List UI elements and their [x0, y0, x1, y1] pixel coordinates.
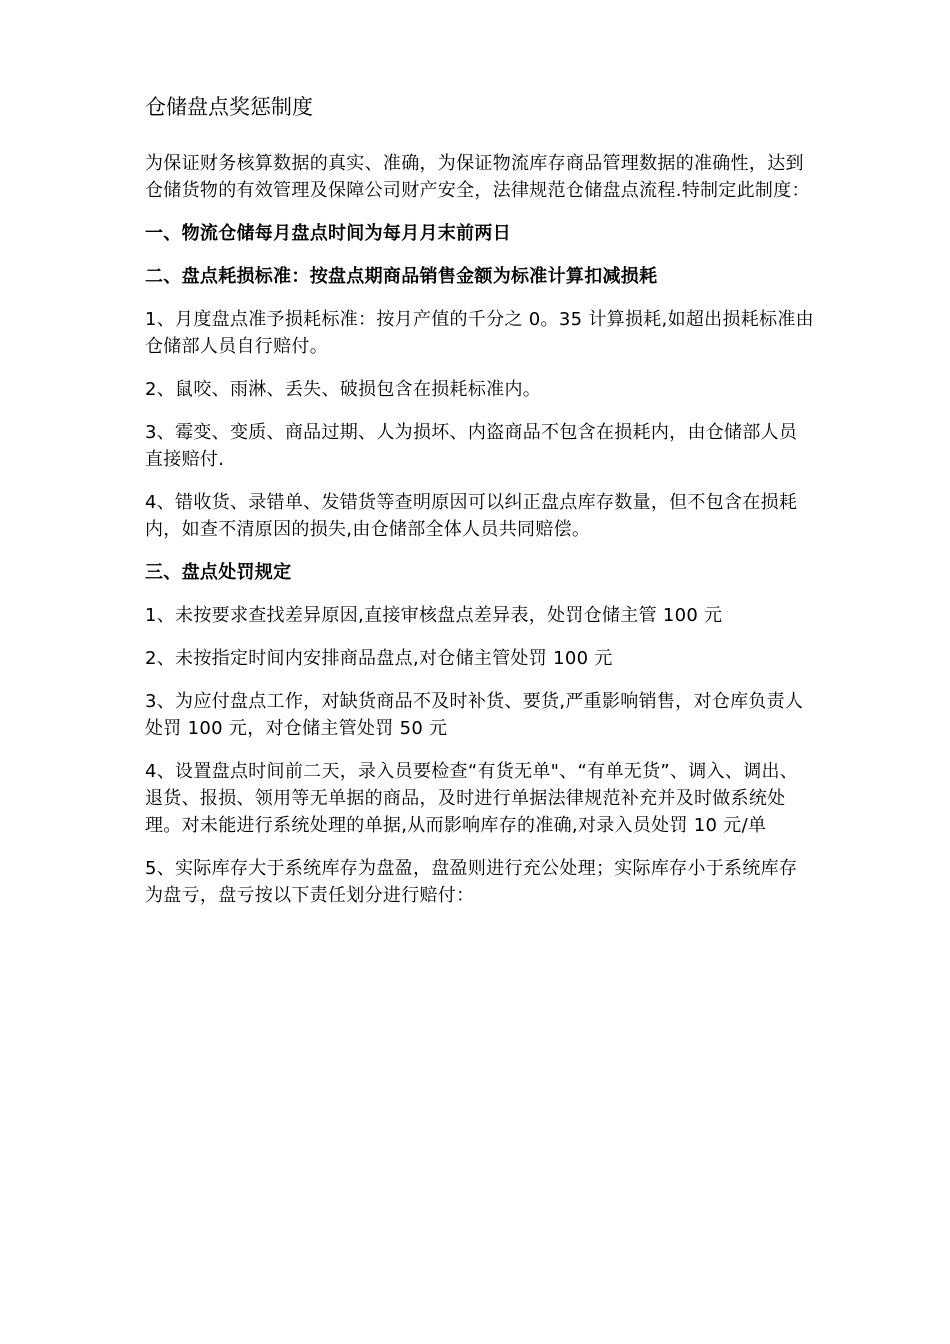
document-title: 仓储盘点奖惩制度 — [145, 95, 313, 119]
section-3-item-2: 2、未按指定时间内安排商品盘点,对仓储主管处罚 100 元 — [145, 648, 613, 669]
section-3-item-1: 1、未按要求查找差异原因,直接审核盘点差异表，处罚仓储主管 100 元 — [145, 605, 723, 626]
section-2-item-1: 1、月度盘点准予损耗标准：按月产值的千分之 0。35 计算损耗,如超出损耗标准由仓储部人员自行赔付。 — [145, 309, 814, 357]
section-3-item-4: 4、设置盘点时间前二天，录入员要检查“有货无单"、“有单无货”、调入、调出、退货、报损、领用等无单据的商品，及时进行单据法律规范补充并及时做系统处理。对未能进行系统处理的单据,从而影响库存的准确,对录入员处罚 10 元/单 — [145, 761, 799, 836]
intro-paragraph: 为保证财务核算数据的真实、准确，为保证物流库存商品管理数据的准确性，达到仓储货物的有效管理及保障公司财产安全，法律规范仓储盘点流程.特制定此制度： — [145, 153, 810, 201]
section-2-item-3: 3、霉变、变质、商品过期、人为损坏、内盗商品不包含在损耗内，由仓储部人员直接赔付. — [145, 422, 798, 470]
section-2-item-2: 2、鼠咬、雨淋、丢失、破损包含在损耗标准内。 — [145, 379, 542, 400]
document-page — [145, 92, 815, 925]
section-3-item-5: 5、实际库存大于系统库存为盘盈，盘盈则进行充公处理；实际库存小于系统库存为盘亏，盘亏按以下责任划分进行赔付： — [145, 858, 798, 906]
section-3-item-3: 3、为应付盘点工作，对缺货商品不及时补货、要货,严重影响销售，对仓库负责人处罚 100 元，对仓储主管处罚 50 元 — [145, 691, 804, 739]
section-2-heading: 二、盘点耗损标准：按盘点期商品销售金额为标准计算扣减损耗 — [145, 266, 658, 287]
section-3-heading: 三、盘点处罚规定 — [145, 562, 292, 583]
section-1-heading: 一、物流仓储每月盘点时间为每月月末前两日 — [145, 223, 511, 244]
section-2-item-4: 4、错收货、录错单、发错货等查明原因可以纠正盘点库存数量，但不包含在损耗内，如查不清原因的损失,由仓储部全体人员共同赔偿。 — [145, 492, 798, 540]
